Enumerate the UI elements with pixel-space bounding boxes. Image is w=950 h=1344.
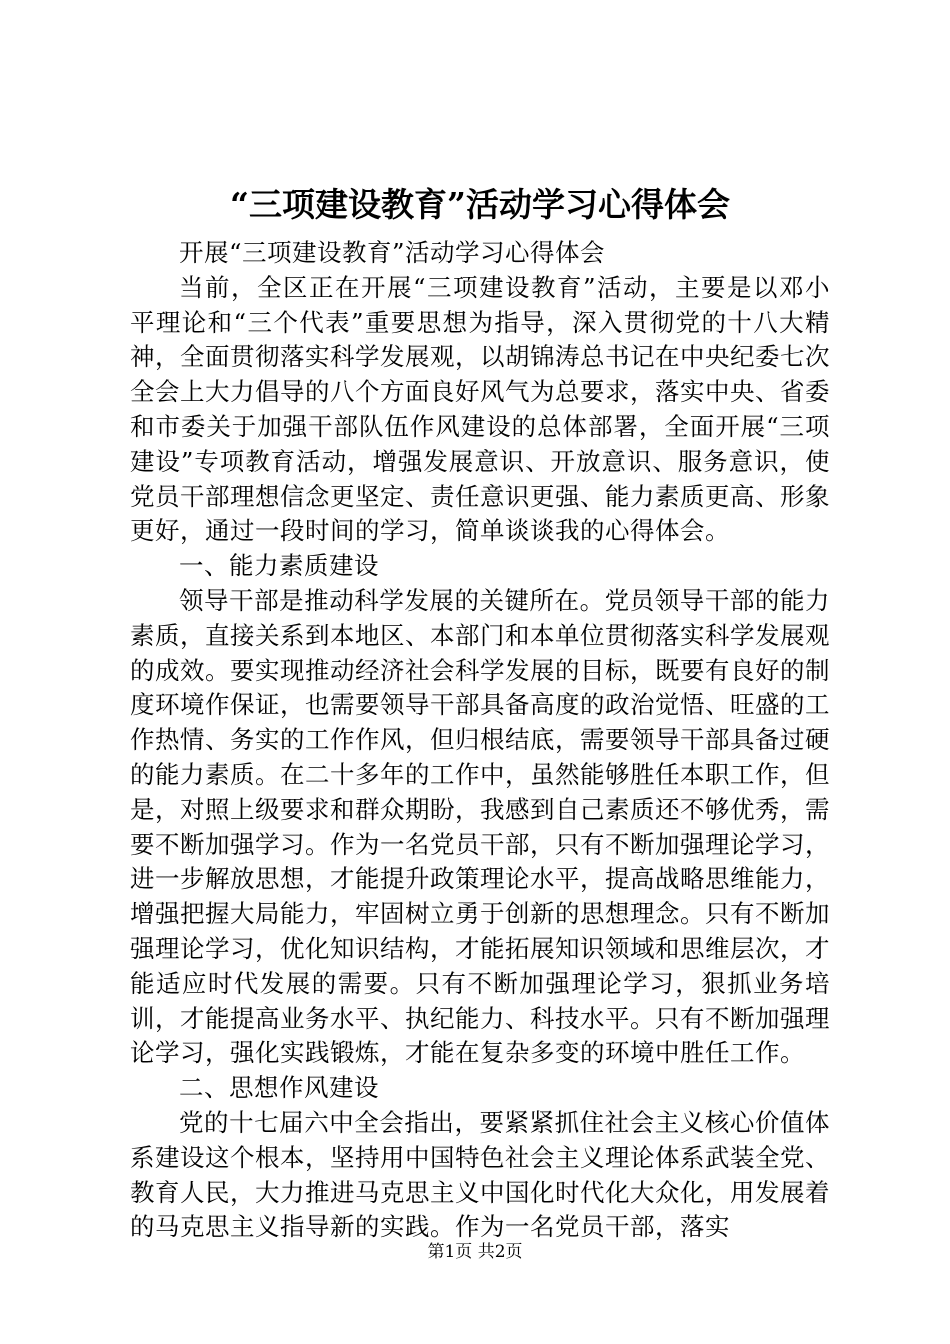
paragraph-ability: 领导干部是推动科学发展的关键所在。党员领导干部的能力素质，直接关系到本地区、本部门和本单位贯彻落实科学发展观的成效。要实现推动经济社会科学发展的目标，既要有良好的制度环境作保证，也需要领导干部具备高度的政治觉悟、旺盛的工作热情、务实的工作作风，但归根结底，需要领导干部具备过硬的能力素质。在二十多年的工作中，虽然能够胜任本职工作，但是，对照上级要求和群众期盼，我感到自己素质还不够优秀，需要不断加强学习。作为一名党员干部，只有不断加强理论学习，进一步解放思想，才能提升政策理论水平，提高战略思维能力，增强把握大局能力，牢固树立勇于创新的思想理念。只有不断加强理论学习，优化知识结构，才能拓展知识领域和思维层次，才能适应时代发展的需要。只有不断加强理论学习，狠抓业务培训，才能提高业务水平、执纪能力、科技水平。只有不断加强理论学习，强化实践锻炼，才能在复杂多变的环境中胜任工作。: [130, 585, 830, 1068]
document-body: [130, 236, 830, 1245]
section-heading-ability: 一、能力素质建设: [179, 551, 379, 581]
document-title: “三项建设教育”活动学习心得体会: [230, 185, 730, 224]
section-heading-thought: 二、思想作风建设: [179, 1073, 379, 1103]
paragraph-subtitle: 开展“三项建设教育”活动学习心得体会: [179, 238, 606, 267]
page-footer: 第1页 共2页: [427, 1242, 523, 1262]
paragraph-thought: 党的十七届六中全会指出，要紧紧抓住社会主义核心价值体系建设这个根本，坚持用中国特色社会主义理论体系武装全党、教育人民，大力推进马克思主义中国化时代化大众化，用发展着的马克思主义指导新的实践。作为一名党员干部，落实: [130, 1107, 830, 1242]
paragraph-intro: 当前，全区正在开展“三项建设教育”活动，主要是以邓小平理论和“三个代表”重要思想为指导，深入贯彻党的十八大精神，全面贯彻落实科学发展观，以胡锦涛总书记在中央纪委七次全会上大力倡导的八个方面良好风气为总要求，落实中央、省委和市委关于加强干部队伍作风建设的总体部署，全面开展“三项建设”专项教育活动，增强发展意识、开放意识、服务意识，使党员干部理想信念更坚定、责任意识更强、能力素质更高、形象更好，通过一段时间的学习，简单谈谈我的心得体会。: [130, 272, 830, 546]
